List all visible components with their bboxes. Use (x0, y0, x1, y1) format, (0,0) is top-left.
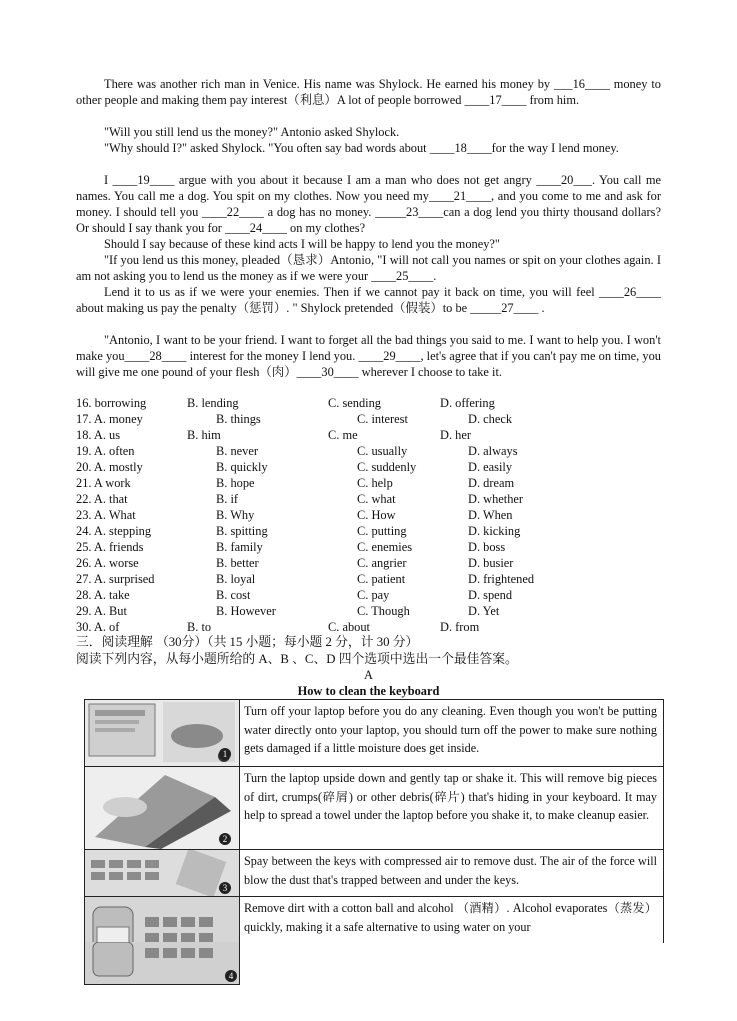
step-row (85, 896, 663, 944)
option-d: D. offering (440, 396, 495, 410)
option-c: C. angrier (357, 556, 407, 570)
passage-paragraph-4: I ____19____ argue with you about it because I am a man who does not get angry ____20___. You call me names. You call me a dog. You spit on my clothes. Now you need my____21____, and you come to me and ask for money. I should tell you ____22____ a dog has no money. _____23____can a dog lend you thirty thousand dollars? Or should I say thank you for ____24____ on my clothes? (76, 173, 661, 235)
option-d: D. from (440, 620, 480, 634)
step-number-badge: 2 (219, 833, 231, 845)
article-title: How to clean the keyboard (297, 684, 440, 698)
option-a: 19. A. often (76, 444, 135, 458)
option-a: 27. A. surprised (76, 572, 155, 586)
option-c: C. suddenly (357, 460, 417, 474)
option-d: D. easily (468, 460, 513, 474)
option-row (76, 427, 676, 443)
option-row (76, 411, 676, 427)
option-d: D. busier (468, 556, 514, 570)
option-c: C. Though (357, 604, 410, 618)
option-row (76, 555, 676, 571)
option-row (76, 619, 676, 635)
option-c: C. putting (357, 524, 407, 538)
option-b: B. better (216, 556, 259, 570)
step-number-badge: 1 (219, 748, 231, 760)
option-b: B. things (216, 412, 261, 426)
option-row (76, 587, 676, 603)
option-c: C. enemies (357, 540, 413, 554)
passage-paragraph-6: "If you lend us this money, pleaded（恳求）Antonio, "I will not call you names or spit on your clothes again. I am not asking you to lend us the money as if we were your ____25____. (76, 253, 661, 283)
passage-paragraph-3: "Why should I?" asked Shylock. "You often say bad words about ____18____for the way I lend money. (104, 141, 619, 155)
option-a: 20. A. mostly (76, 460, 143, 474)
option-b: B. lending (187, 396, 239, 410)
option-a: 26. A. worse (76, 556, 139, 570)
option-d: D. dream (468, 476, 515, 490)
compressed-air-image (85, 850, 240, 897)
option-row (76, 395, 676, 411)
option-c: C. How (357, 508, 396, 522)
option-b: B. if (216, 492, 239, 506)
option-a: 22. A. that (76, 492, 128, 506)
option-a: 16. borrowing (76, 396, 147, 410)
option-b: B. him (187, 428, 221, 442)
option-c: C. what (357, 492, 396, 506)
option-b: B. cost (216, 588, 251, 602)
step-text: Turn the laptop upside down and gently tap or shake it. This will remove big pieces of dirt, crumps(碎屑) or other debris(碎片) that's hiding in your keyboard. It may help to spread a towel under the laptop before you shake it, to make cleanup easier. (244, 771, 657, 822)
step-row (85, 700, 663, 766)
option-row (76, 523, 676, 539)
option-b: B. loyal (216, 572, 256, 586)
option-row (76, 603, 676, 619)
option-b: B. to (187, 620, 212, 634)
option-c: C. pay (357, 588, 390, 602)
option-b: B. family (216, 540, 263, 554)
option-c: C. usually (357, 444, 408, 458)
option-a: 21. A work (76, 476, 131, 490)
step-number-badge: 3 (219, 882, 231, 894)
option-b: B. never (216, 444, 258, 458)
option-c: C. sending (328, 396, 382, 410)
option-c: C. help (357, 476, 393, 490)
option-d: D. check (468, 412, 513, 426)
option-b: B. quickly (216, 460, 268, 474)
option-d: D. spend (468, 588, 513, 602)
option-a: 18. A. us (76, 428, 121, 442)
option-a: 23. A. What (76, 508, 136, 522)
option-c: C. about (328, 620, 370, 634)
option-row (76, 459, 676, 475)
option-row (76, 539, 676, 555)
option-b: B. hope (216, 476, 255, 490)
option-d: D. Yet (468, 604, 500, 618)
step-text: Turn off your laptop before you do any cleaning. Even though you won't be putting water directly onto your laptop, you should turn off the power to make sure nothing gets damaged if a little moisture does get inside. (244, 704, 657, 755)
step-text: Spay between the keys with compressed air to remove dust. The air of the force will blow the dust that's trapped between and under the keys. (244, 854, 657, 887)
option-row (76, 491, 676, 507)
step-number-badge: 4 (228, 971, 234, 981)
alcohol-cleaning-image-bottom (84, 942, 240, 985)
option-a: 24. A. stepping (76, 524, 152, 538)
option-d: D. kicking (468, 524, 521, 538)
option-d: D. frightened (468, 572, 535, 586)
option-row (76, 571, 676, 587)
step-row (85, 766, 663, 850)
step-row (85, 849, 663, 897)
passage-paragraph-8: "Antonio, I want to be your friend. I want to forget all the bad things you said to me. I want to help you. I won't make you____28____ interest for the money I lend you. ____29____, let's agree that if you can't pay me on time, you will give me one pound of your flesh（肉）____30____ wherever I choose to take it. (76, 333, 661, 379)
option-d: D. When (468, 508, 513, 522)
option-c: C. patient (357, 572, 406, 586)
option-row (76, 507, 676, 523)
option-c: C. me (328, 428, 358, 442)
option-b: B. spitting (216, 524, 268, 538)
option-a: 17. A. money (76, 412, 143, 426)
option-row (76, 443, 676, 459)
answer-options (76, 395, 676, 635)
option-a: 25. A. friends (76, 540, 144, 554)
option-a: 30. A. of (76, 620, 120, 634)
laptop-shake-image (85, 767, 240, 850)
section-heading: 三．阅读理解 （30分）（共 15 小题；每小题 2 分，计 30 分） (76, 635, 419, 649)
step-text: Remove dirt with a cotton ball and alcohol （酒精）. Alcohol evaporates（蒸发） quickly, making it a safe alternative to using water on your (244, 901, 657, 934)
option-d: D. whether (468, 492, 524, 506)
option-d: D. boss (468, 540, 506, 554)
option-a: 28. A. take (76, 588, 130, 602)
option-a: 29. A. But (76, 604, 127, 618)
option-b: B. Why (216, 508, 255, 522)
part-label: A (364, 668, 373, 682)
passage-paragraph-5: Should I say because of these kind acts I will be happy to lend you the money?" (104, 237, 500, 251)
option-b: B. However (216, 604, 276, 618)
steps-table (84, 699, 664, 943)
option-c: C. interest (357, 412, 408, 426)
passage-paragraph-1: There was another rich man in Venice. His name was Shylock. He earned his money by ___16____ money to other people and making them pay interest（利息）A lot of people borrowed ____17____ from him. (76, 77, 661, 107)
section-instruction: 阅读下列内容，从每小题所给的 A、B 、C、D 四个选项中选出一个最佳答案。 (76, 652, 518, 666)
passage-paragraph-2: "Will you still lend us the money?" Antonio asked Shylock. (104, 125, 400, 139)
option-d: D. always (468, 444, 518, 458)
option-row (76, 475, 676, 491)
option-d: D. her (440, 428, 471, 442)
laptop-power-image (85, 700, 240, 766)
passage-paragraph-7: Lend it to us as if we were your enemies. Then if we cannot pay it back on time, you will feel ____26____ about making us pay the penalty（惩罚）. " Shylock pretended（假装）to be _____27____ . (76, 285, 661, 315)
